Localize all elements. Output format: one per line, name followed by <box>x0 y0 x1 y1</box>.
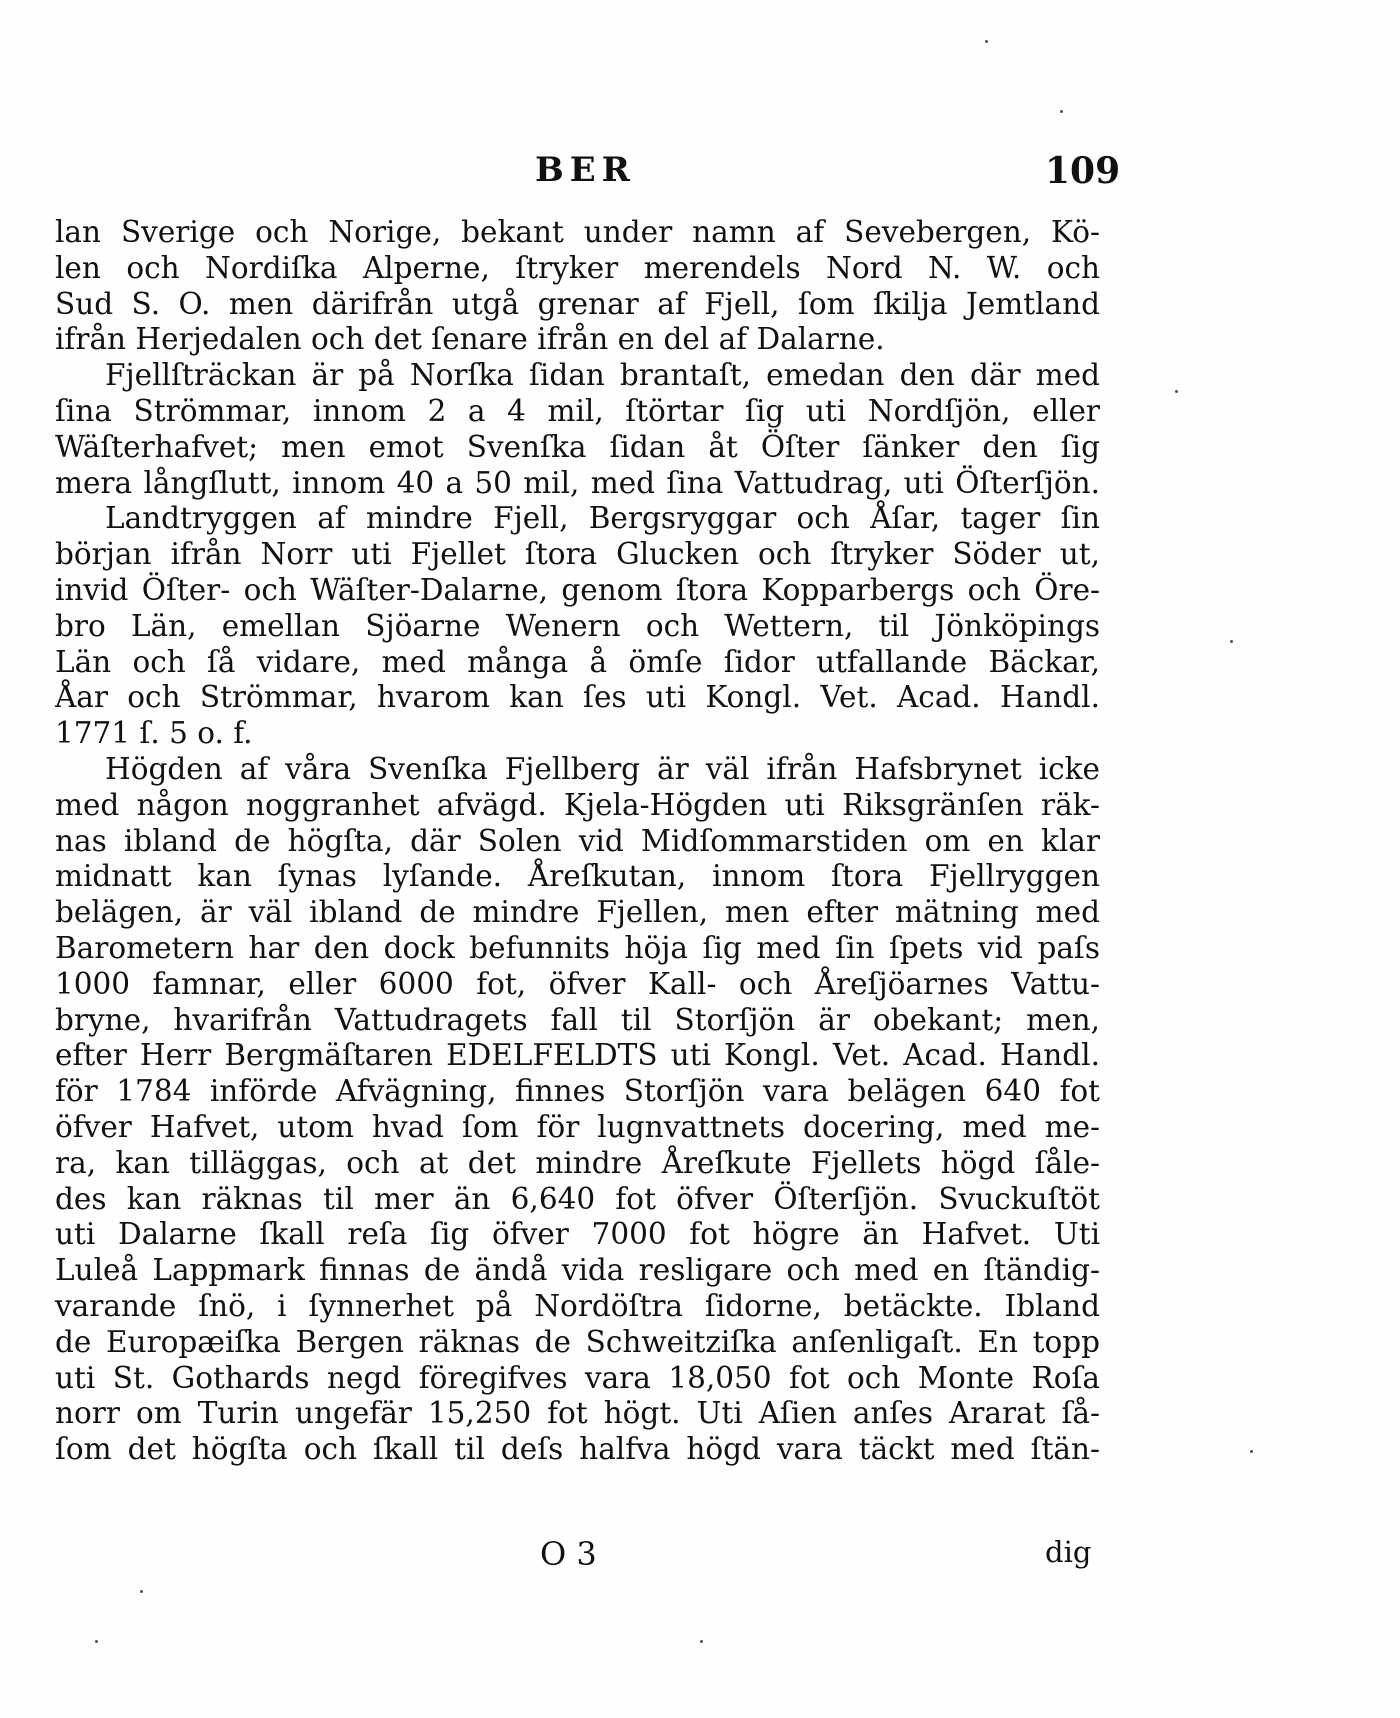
page-header <box>0 150 1400 200</box>
scan-speck <box>985 40 988 43</box>
text-line: bro Län, emellan Sjöarne Wenern och Wettern, til Jönköpings <box>55 608 1100 643</box>
text-line: Sud S. O. men därifrån utgå grenar af Fjell, ſom ſkilja Jemtland <box>55 286 1100 321</box>
text-line: Barometern har den dock befunnits höja ſig med ſin ſpets vid paſs <box>55 930 1100 965</box>
text-line: 1771 ſ. 5 o. f. <box>55 716 253 751</box>
text-line: uti Dalarne ſkall reſa ſig öfver 7000 fot högre än Hafvet. Uti <box>55 1217 1100 1252</box>
scan-speck <box>700 1640 703 1643</box>
text-line: för 1784 införde Afvägning, finnes Storſjön vara belägen 640 fot <box>55 1074 1100 1109</box>
signature-mark: O 3 <box>540 1535 597 1573</box>
text-line: mera långſlutt, innom 40 a 50 mil, med ſina Vattudrag, uti Öſterſjön. <box>55 465 1100 500</box>
text-line: Wäſterhafvet; men emot Svenſka ſidan åt Öſter ſänker den ſig <box>55 429 1100 464</box>
scan-speck <box>1250 1450 1253 1453</box>
text-line: Län och ſå vidare, med många å ömſe ſidor utfallande Bäckar, <box>55 644 1100 679</box>
text-line: Fjellſträckan är på Norſka ſidan brantaſt, emedan den där med <box>105 358 1100 393</box>
text-line: varande ſnö, i ſynnerhet på Nordöſtra ſidorne, betäckte. Ibland <box>55 1288 1100 1323</box>
text-line: Högden af våra Svenſka Fjellberg är väl ifrån Hafsbrynet icke <box>105 751 1100 786</box>
scan-speck <box>95 1640 98 1643</box>
text-line: midnatt kan ſynas lyſande. Åreſkutan, innom ſtora Fjellryggen <box>55 859 1100 894</box>
scan-speck <box>140 1590 143 1593</box>
text-line: 1000 famnar, eller 6000 fot, öfver Kall- och Åreſjöarnes Vattu- <box>55 966 1100 1001</box>
text-line: invid Öſter- och Wäſter-Dalarne, genom ſtora Kopparbergs och Öre- <box>55 572 1100 607</box>
text-line: de Europæiſka Bergen räknas de Schweitziſka anſenligaſt. En topp <box>55 1324 1100 1359</box>
page-number: 109 <box>1045 150 1121 192</box>
running-head: BER <box>535 150 636 190</box>
text-line: ſom det högſta och ſkall til deſs halfva högd vara täckt med ſtän- <box>55 1432 1100 1467</box>
text-line: med någon noggranhet afvägd. Kjela-Högden uti Riksgränſen räk- <box>55 787 1100 822</box>
page-footer <box>0 1535 1400 1580</box>
text-line: des kan räknas til mer än 6,640 fot öfver Öſterſjön. Svuckuſtöt <box>55 1181 1100 1216</box>
text-line: bryne, hvarifrån Vattudragets fall til Storſjön är obekant; men, <box>55 1002 1100 1037</box>
text-line: uti St. Gothards negd föregifves vara 18,050 fot och Monte Roſa <box>55 1360 1100 1395</box>
text-line: belägen, är väl ibland de mindre Fjellen, men efter mätning med <box>55 895 1100 930</box>
text-line: ifrån Herjedalen och det ſenare ifrån en del af Dalarne. <box>55 322 885 357</box>
text-line: lan Sverige och Norige, bekant under namn af Sevebergen, Kö- <box>55 215 1100 249</box>
text-line: ſina Strömmar, innom 2 a 4 mil, ſtörtar ſig uti Nordſjön, eller <box>55 393 1100 428</box>
scan-speck <box>1230 640 1233 643</box>
text-line: början ifrån Norr uti Fjellet ſtora Glucken och ſtryker Söder ut, <box>55 537 1100 572</box>
text-line: len och Nordiſka Alperne, ſtryker merendels Nord N. W. och <box>55 250 1100 285</box>
text-line: Luleå Lappmark finnas de ändå vida resligare och med en ſtändig- <box>55 1253 1100 1288</box>
catchword: dig <box>1045 1535 1092 1569</box>
scan-speck <box>1060 110 1063 113</box>
body-text <box>55 215 1100 1468</box>
scan-speck <box>1175 390 1178 393</box>
text-line: ra, kan tilläggas, och at det mindre Åreſkute Fjellets högd ſåle- <box>55 1145 1100 1180</box>
text-line: Landtryggen af mindre Fjell, Bergsryggar och Åſar, tager ſin <box>105 501 1100 536</box>
text-line: efter Herr Bergmäſtaren EDELFELDTS uti Kongl. Vet. Acad. Handl. <box>55 1038 1100 1073</box>
text-line: öfver Hafvet, utom hvad ſom för lugnvattnets docering, med me- <box>55 1109 1100 1144</box>
text-line: norr om Turin ungefär 15,250 fot högt. Uti Aſien anſes Ararat ſå- <box>55 1396 1100 1431</box>
text-line: Åar och Strömmar, hvarom kan ſes uti Kongl. Vet. Acad. Handl. <box>55 680 1100 715</box>
text-line: nas ibland de högſta, där Solen vid Midſommarstiden om en klar <box>55 823 1100 858</box>
